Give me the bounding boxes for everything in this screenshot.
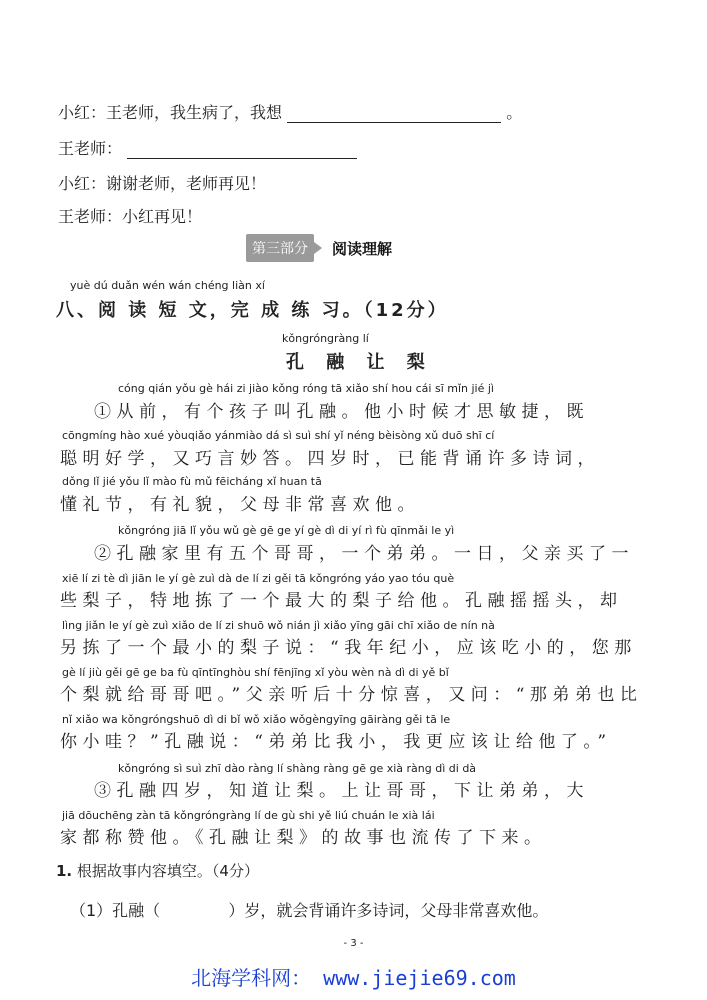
question-heading: 八、阅 读 短 文，完 成 练 习。（12分） xyxy=(56,300,449,321)
page-number: - 3 - xyxy=(343,938,364,949)
story-text-row: 个梨就给哥哥吧。”父亲听后十分惊喜，又问：“那弟弟也比 xyxy=(60,685,643,705)
story-text-row: 家都称赞他。《孔融让梨》的故事也流传了下来。 xyxy=(60,828,547,848)
dialogue-line-4: 王老师：小红再见！ xyxy=(58,207,203,226)
answer-blank[interactable] xyxy=(287,104,501,123)
story-text-row: 聪明好学，又巧言妙答。四岁时，已能背诵许多诗词， xyxy=(60,449,600,469)
story-pinyin-row: lìng jiǎn le yí gè zuì xiǎo de lí zi shuō wǒ nián jì xiǎo yīng gāi chī xiǎo de nín nà xyxy=(62,619,495,632)
story-title: 孔 融 让 梨 xyxy=(286,352,433,373)
story-text-row: 些梨子，特地拣了一个最大的梨子给他。孔融摇摇头，却 xyxy=(60,591,623,611)
dialogue-line-3: 小红：谢谢老师，老师再见！ xyxy=(58,174,267,193)
story-pinyin-row: kǒngróng jiā lǐ yǒu wǔ gè gē ge yí gè dì di yí rì fù qīnmǎi le yì xyxy=(118,524,455,537)
story-text-row: 你小哇？”孔融说：“弟弟比我小，我更应该让给他了。” xyxy=(60,732,612,752)
banner-arrow-icon xyxy=(314,242,322,254)
title-pinyin: kǒngróngràng lí xyxy=(282,332,369,345)
question-number: 1. xyxy=(56,862,73,880)
dialogue-line-1-text: 小红：王老师，我生病了，我想 xyxy=(58,103,283,122)
question-prompt: 根据故事内容填空。（4分） xyxy=(76,862,259,880)
story-text-row: ③孔融四岁，知道让梨。上让哥哥，下让弟弟，大 xyxy=(94,781,589,801)
story-pinyin-row: dǒng lǐ jié yǒu lǐ mào fù mǔ fēicháng xǐ huan tā xyxy=(62,475,322,488)
dialogue-line-1 xyxy=(58,100,522,123)
dialogue-line-2-text: 王老师： xyxy=(58,139,123,158)
story-pinyin-row: cóng qián yǒu gè hái zi jiào kǒng róng tā xiǎo shí hou cái sī mǐn jié jì xyxy=(118,382,494,395)
story-pinyin-row: gè lí jiù gěi gē ge ba fù qīntīnghòu shí fēnjīng xǐ yòu wèn nà dì di yě bǐ xyxy=(62,666,449,679)
dialogue-line-2 xyxy=(58,136,357,159)
story-pinyin-row: nǐ xiǎo wa kǒngróngshuō dì di bǐ wǒ xiǎo wǒgèngyīng gāiràng gěi tā le xyxy=(62,713,451,726)
heading-pinyin: yuè dú duǎn wén wán chéng liàn xí xyxy=(70,279,265,292)
story-pinyin-row: kǒngróng sì suì zhī dào ràng lí shàng ràng gē ge xià ràng dì di dà xyxy=(118,762,477,775)
question-1 xyxy=(56,860,259,881)
story-text-row: 懂礼节，有礼貌，父母非常喜欢他。 xyxy=(60,495,420,515)
dialogue-line-1-end: 。 xyxy=(506,103,523,122)
watermark: 北海学科网： www.jiejie69.com xyxy=(191,966,516,990)
question-1-item-1 xyxy=(70,898,548,921)
item-suffix: ）岁，就会背诵许多诗词，父母非常喜欢他。 xyxy=(228,901,549,920)
story-text-row: ②孔融家里有五个哥哥，一个弟弟。一日，父亲买了一 xyxy=(94,544,634,564)
story-pinyin-row: cōngmíng hào xué yòuqiǎo yánmiào dá sì suì shí yǐ néng bèisòng xǔ duō shī cí xyxy=(62,429,495,442)
story-text-row: ①从前，有个孩子叫孔融。他小时候才思敏捷，既 xyxy=(94,402,589,422)
section-label: 阅读理解 xyxy=(332,239,393,258)
answer-blank[interactable] xyxy=(127,140,357,159)
section-banner xyxy=(246,234,392,262)
story-text-row: 另拣了一个最小的梨子说：“我年纪小，应该吃小的，您那 xyxy=(60,638,637,658)
section-badge: 第三部分 xyxy=(246,234,314,262)
item-prefix: （1）孔融（ xyxy=(70,901,161,920)
story-pinyin-row: jiā dōuchēng zàn tā kǒngróngràng lí de gù shi yě liú chuán le xià lái xyxy=(62,809,435,822)
story-pinyin-row: xiē lí zi tè dì jiān le yí gè zuì dà de lí zi gěi tā kǒngróng yáo yao tóu què xyxy=(62,572,455,585)
